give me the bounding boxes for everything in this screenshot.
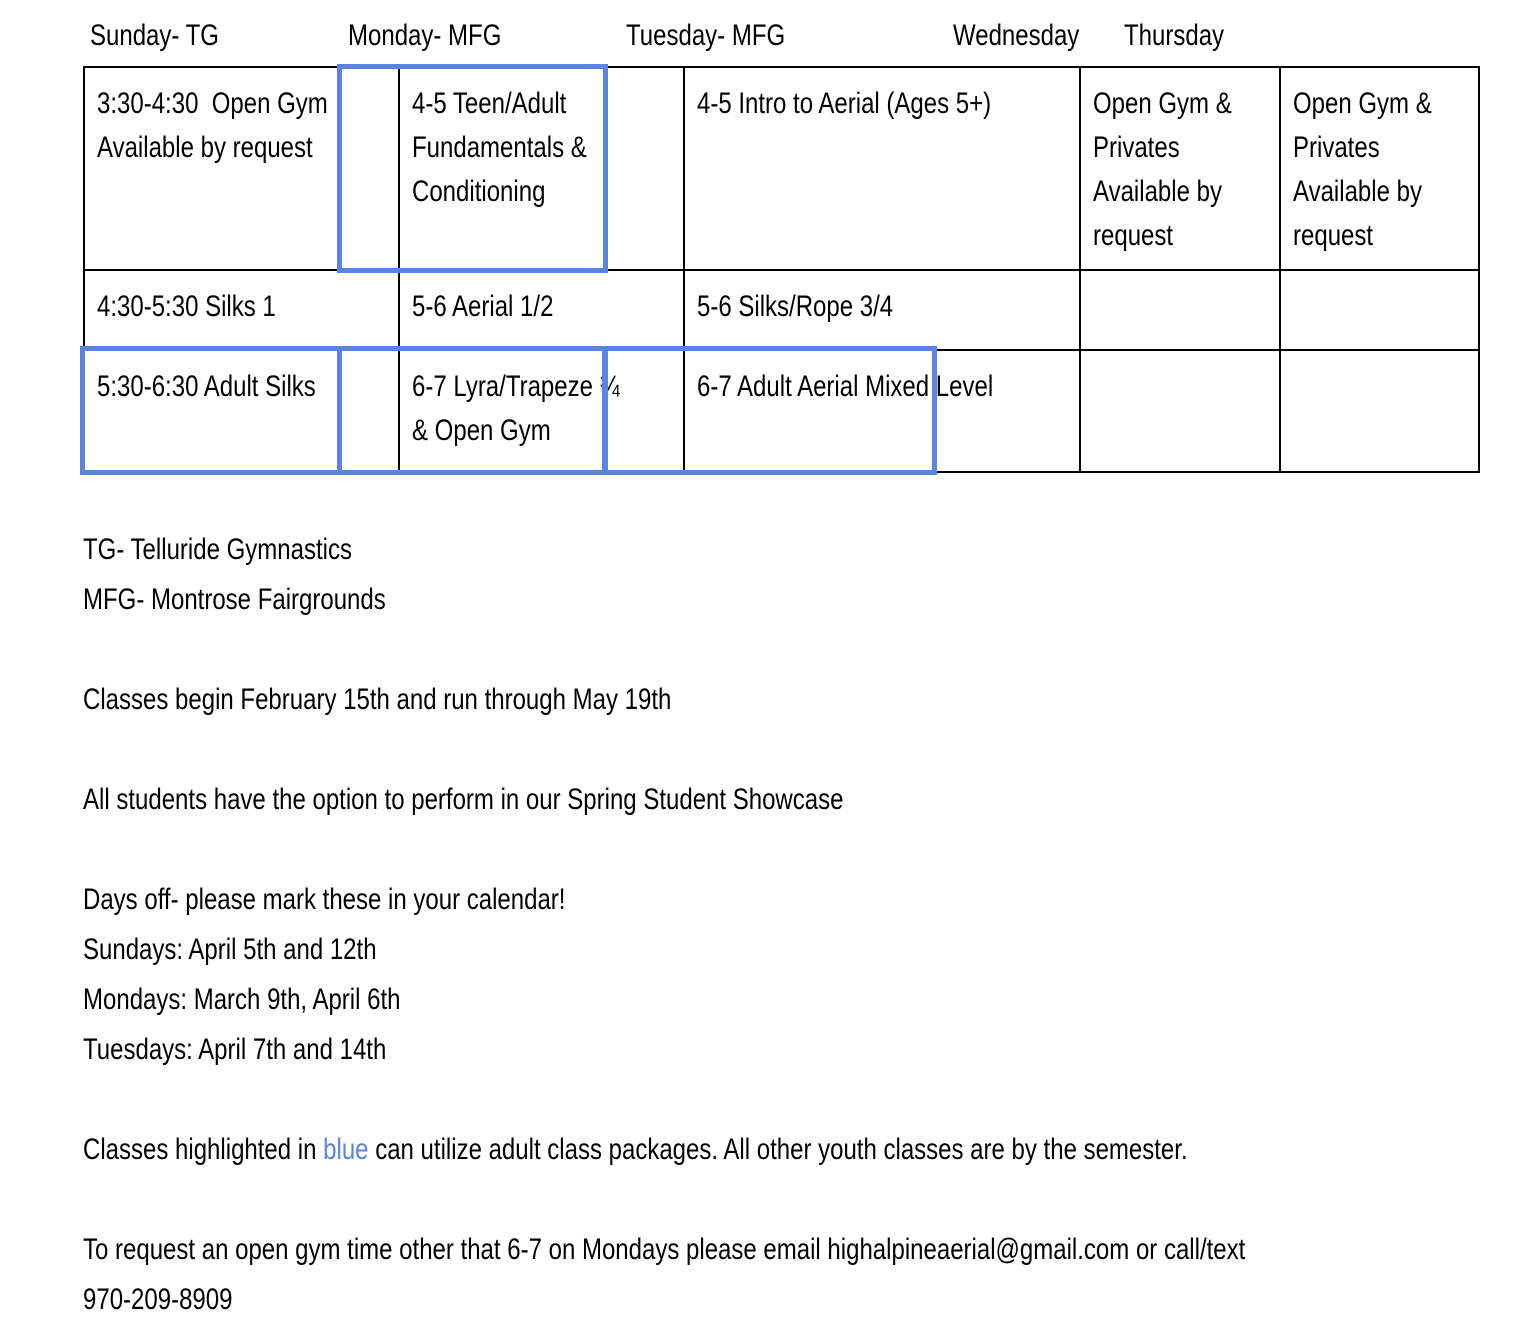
cell-tuesday-3: 6-7 Adult Aerial Mixed Level	[684, 350, 1080, 472]
cell-monday-3: 6-7 Lyra/Trapeze ¾ & Open Gym	[399, 350, 685, 472]
cell-thursday-1: Open Gym & Privates Available by request	[1280, 67, 1479, 270]
cell-tuesday-1: 4-5 Intro to Aerial (Ages 5+)	[684, 67, 1080, 270]
legend-mfg: MFG- Montrose Fairgrounds	[83, 583, 386, 616]
table-row	[84, 350, 1479, 472]
legend-tg: TG- Telluride Gymnastics	[83, 533, 352, 566]
header-monday: Monday- MFG	[348, 19, 502, 52]
cell-tuesday-2: 5-6 Silks/Rope 3/4	[684, 270, 1080, 350]
contact-line-1: To request an open gym time other that 6-7 on Mondays please email highalpineaerial@gmail.com or call/text	[83, 1233, 1246, 1266]
days-off-mondays: Mondays: March 9th, April 6th	[83, 983, 401, 1016]
cell-sunday-1: 3:30-4:30 Open Gym Available by request	[84, 67, 399, 270]
table-row	[84, 270, 1479, 350]
classes-dates: Classes begin February 15th and run through May 19th	[83, 683, 672, 716]
highlight-note-blue-word: blue	[323, 1133, 369, 1166]
highlight-note: Classes highlighted in blue can utilize adult class packages. All other youth classes are by the semester.	[83, 1133, 1188, 1166]
cell-wednesday-1: Open Gym & Privates Available by request	[1080, 67, 1279, 270]
cell-monday-2: 5-6 Aerial 1/2	[399, 270, 685, 350]
showcase-note: All students have the option to perform in our Spring Student Showcase	[83, 783, 844, 816]
cell-thursday-2	[1280, 270, 1479, 350]
header-sunday: Sunday- TG	[90, 19, 219, 52]
days-off-sundays: Sundays: April 5th and 12th	[83, 933, 377, 966]
cell-wednesday-3	[1080, 350, 1279, 472]
contact-phone: 970-209-8909	[83, 1283, 233, 1316]
header-wednesday: Wednesday	[953, 19, 1080, 52]
schedule-table	[83, 66, 1480, 473]
days-off-tuesdays: Tuesdays: April 7th and 14th	[83, 1033, 387, 1066]
header-tuesday: Tuesday- MFG	[626, 19, 786, 52]
cell-wednesday-2	[1080, 270, 1279, 350]
header-thursday: Thursday	[1124, 19, 1225, 52]
cell-sunday-3: 5:30-6:30 Adult Silks	[84, 350, 399, 472]
cell-monday-1: 4-5 Teen/Adult Fundamentals & Conditioning	[399, 67, 685, 270]
cell-sunday-2: 4:30-5:30 Silks 1	[84, 270, 399, 350]
cell-thursday-3	[1280, 350, 1479, 472]
days-off-heading: Days off- please mark these in your calendar!	[83, 883, 566, 916]
table-row	[84, 67, 1479, 270]
